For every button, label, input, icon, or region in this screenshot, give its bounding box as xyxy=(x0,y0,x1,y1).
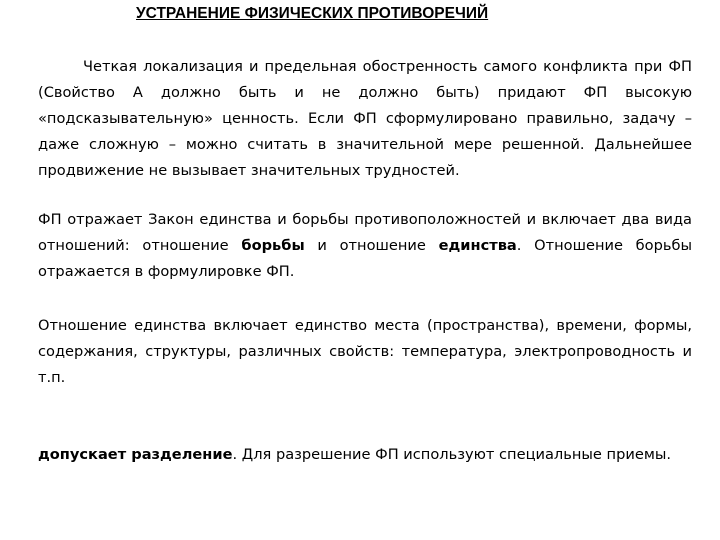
term-struggle: борьбы xyxy=(241,237,305,254)
paragraph-text: . Отношение борьбы отражается в формулировке ФП. xyxy=(38,237,693,280)
term-separation: допускает разделение xyxy=(38,446,233,463)
slide-title: УСТРАНЕНИЕ ФИЗИЧЕСКИХ ПРОТИВОРЕЧИЙ xyxy=(136,5,489,22)
paragraph-text: ФП отражает Закон единства и борьбы противоположностей и включает два вида отношений: отношение xyxy=(38,211,692,254)
paragraph-text: и отношение xyxy=(304,237,439,254)
paragraph-unity-relation: Отношение единства включает единство места (пространства), времени, формы, содержания, структуры, различных свойств: температура, электропроводность и т.п. xyxy=(38,317,692,386)
paragraph-separation xyxy=(38,442,692,468)
term-unity: единства xyxy=(438,237,517,254)
paragraph-text: . Для разрешение ФП используют специальные приемы. xyxy=(232,446,671,463)
paragraph-localization: Четкая локализация и предельная обостренность самого конфликта при ФП (Свойство А должно быть и не должно быть) придают ФП высокую «подсказывательную» ценность. Если ФП сформулировано правильно, задачу – даже сложную – можно считать в значительной мере решенной. Дальнейшее продвижение не вызывает значительных трудностей. xyxy=(38,58,692,179)
paragraph-law-of-unity xyxy=(38,207,692,285)
